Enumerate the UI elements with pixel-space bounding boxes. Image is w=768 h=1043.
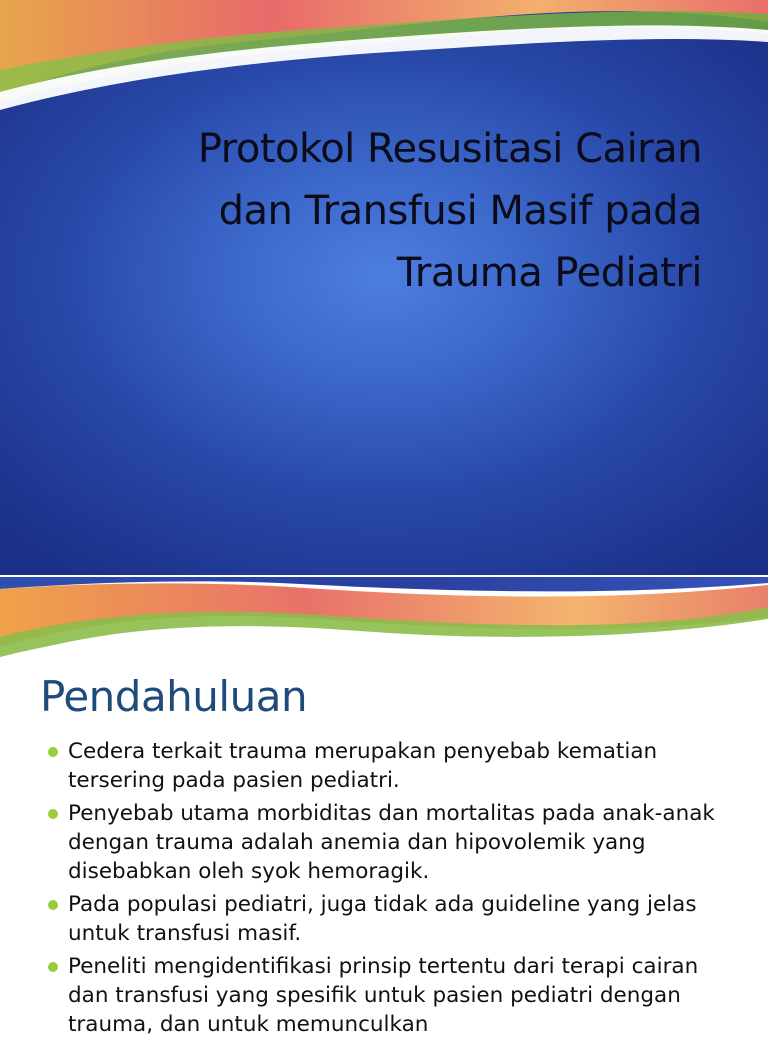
bullet-dot-icon [48, 900, 58, 910]
section-heading: Pendahuluan [40, 672, 308, 721]
decorative-swoosh-top [0, 0, 768, 110]
bullet-item [0, 890, 740, 948]
bullet-dot-icon [48, 962, 58, 972]
slide-title [62, 118, 702, 304]
bullet-text: Peneliti mengidentifikasi prinsip tertentu dari terapi cairan dan transfusi yang spesifik untuk pasien pediatri dengan trauma, dan untuk memunculkan [68, 954, 699, 1037]
bullet-item [0, 952, 740, 1039]
bullet-text: Penyebab utama morbiditas dan mortalitas pada anak-anak dengan trauma adalah anemia dan hipovolemik yang disebabkan oleh syok hemoragik. [68, 801, 715, 884]
bullet-dot-icon [48, 747, 58, 757]
slide-title-line: Protokol Resusitasi Cairan [197, 126, 702, 172]
content-slide [0, 577, 768, 1037]
bullet-dot-icon [48, 809, 58, 819]
bullet-text: Pada populasi pediatri, juga tidak ada guideline yang jelas untuk transfusi masif. [68, 892, 697, 946]
bullet-text: Cedera terkait trauma merupakan penyebab kematian tersering pada pasien pediatri. [68, 739, 658, 793]
slide-title-line: dan Transfusi Masif pada [218, 188, 702, 234]
decorative-swoosh-top [0, 577, 768, 672]
bullet-item [0, 799, 740, 886]
bullet-list [0, 737, 740, 1043]
bullet-item [0, 737, 740, 795]
slide-title-line: Trauma Pediatri [396, 250, 702, 296]
